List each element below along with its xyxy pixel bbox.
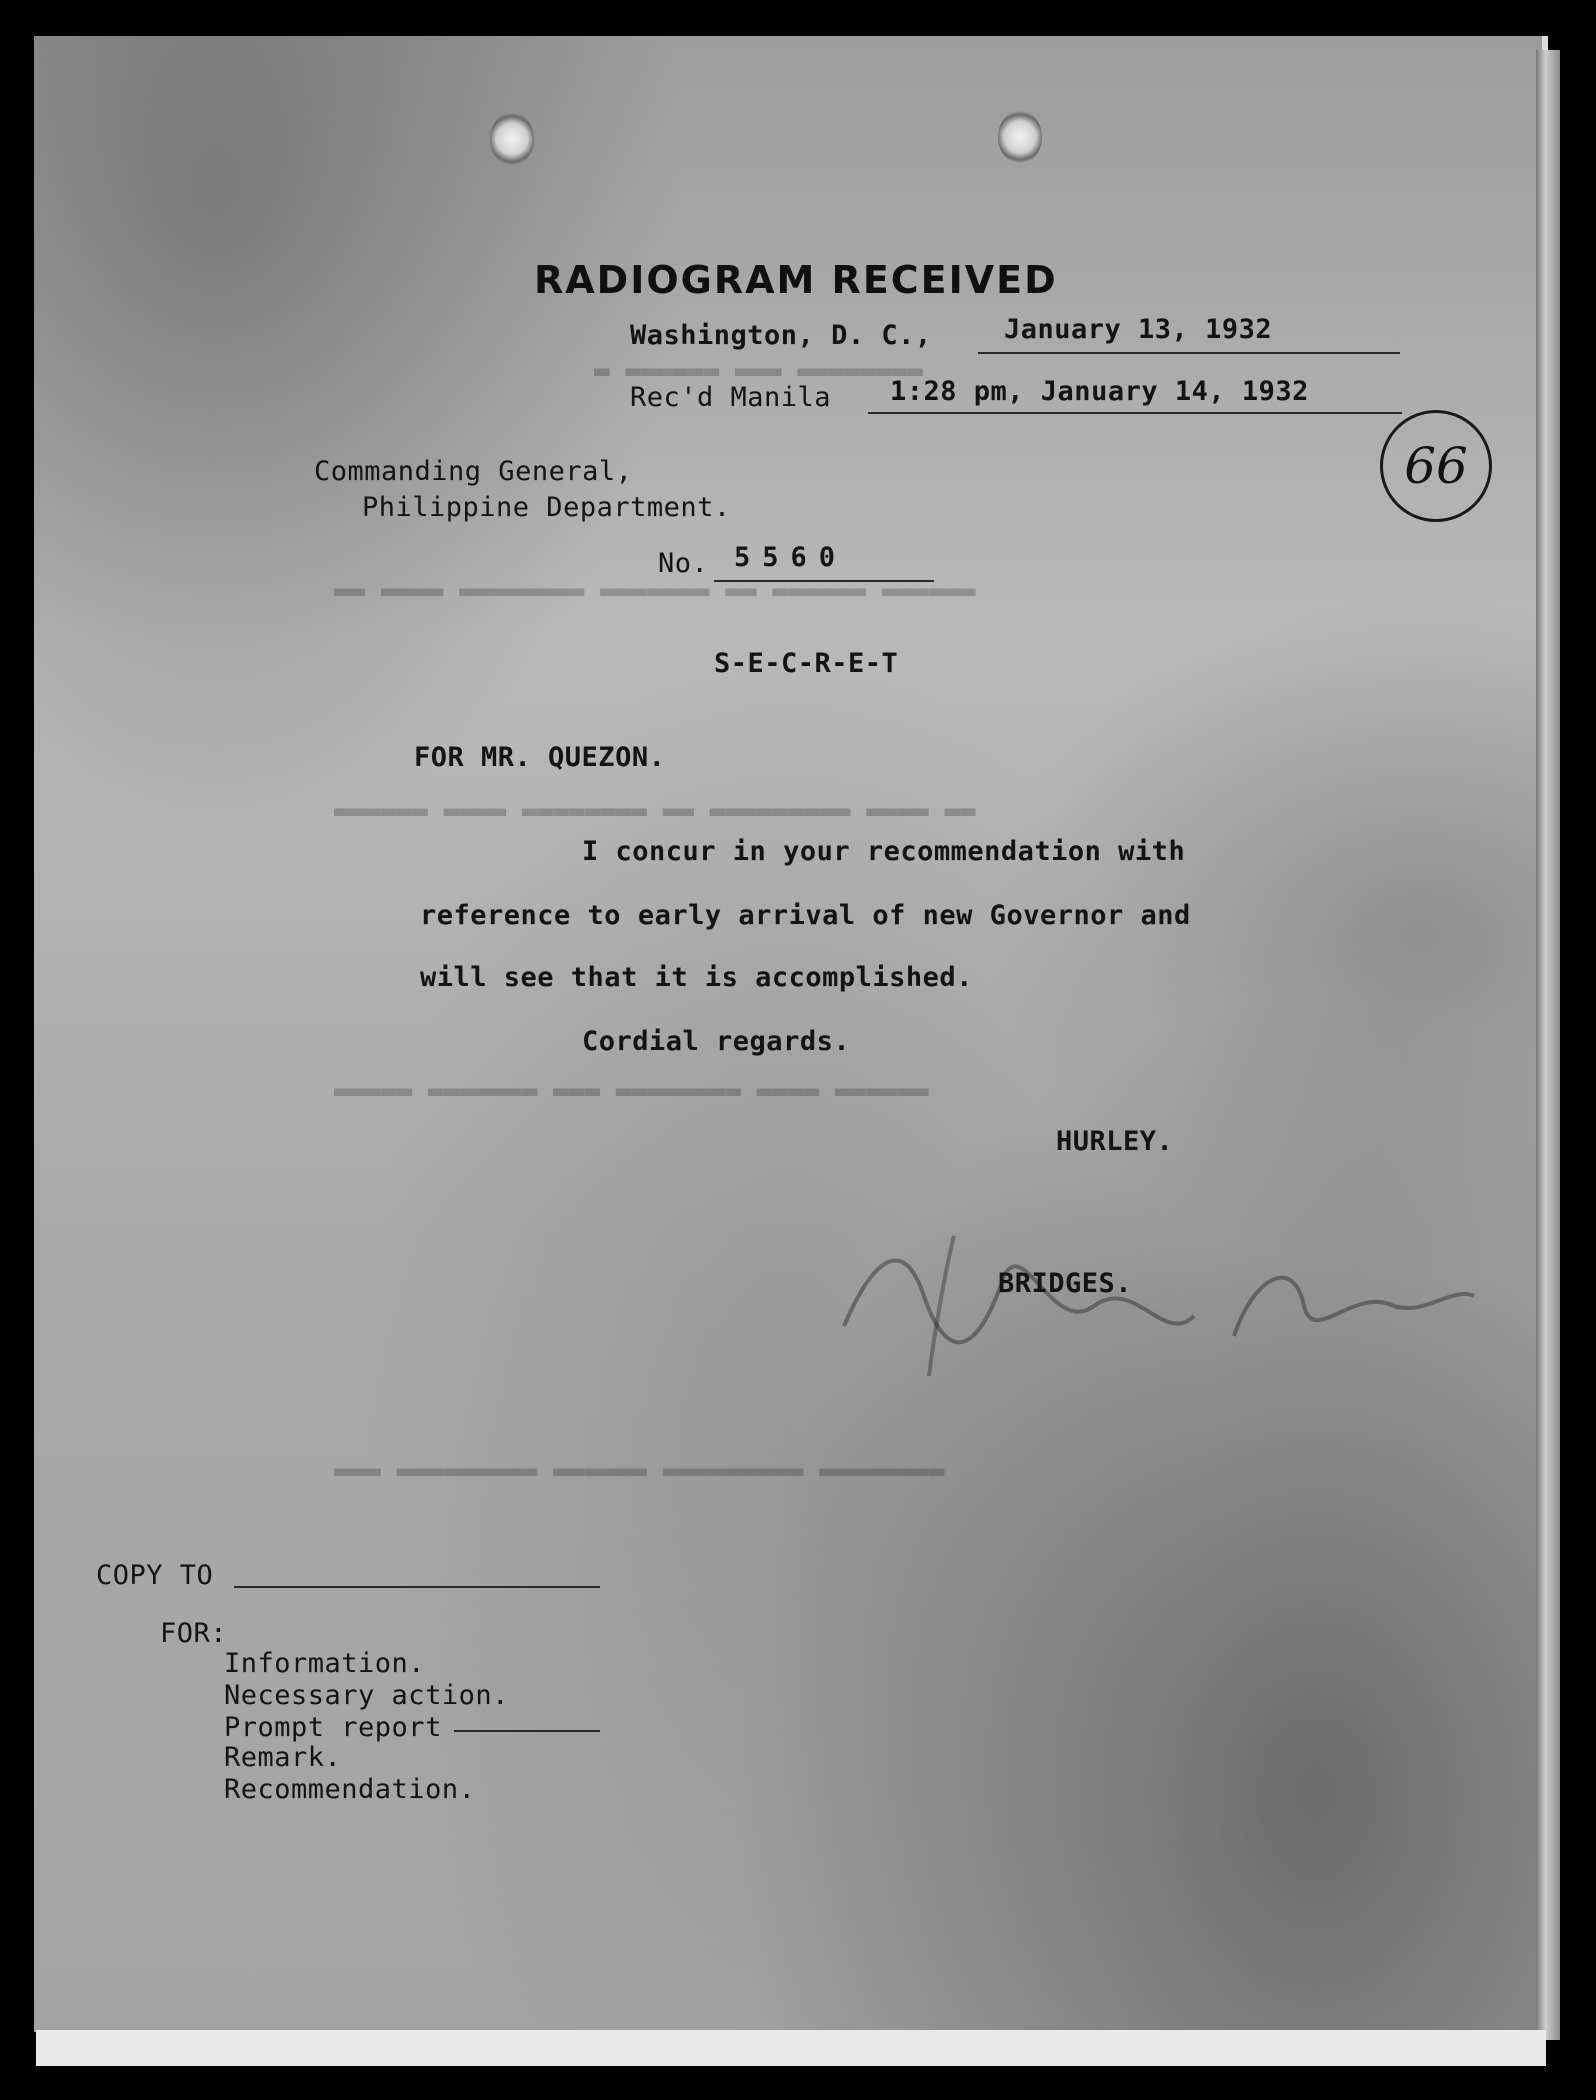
bleed-through-texture: ▬▬▬▬▬▬ ▬▬▬▬ ▬▬▬▬▬▬▬▬ ▬▬ ▬▬▬▬▬▬▬▬▬ ▬▬▬▬ ▬▬ [334,796,976,826]
copy-to-line [234,1586,600,1588]
sent-label: Washington, D. C., [630,320,932,351]
punch-hole-right [998,110,1042,164]
stacked-page-edge [1536,50,1560,2040]
bleed-through-texture: ▬▬▬ ▬▬▬▬▬▬▬▬▬ ▬▬▬▬▬▬ ▬▬▬▬▬▬▬▬▬ ▬▬▬▬▬▬▬▬ [334,1456,945,1486]
classification-mark: S-E-C-R-E-T [714,648,899,679]
message-recipient: FOR MR. QUEZON. [414,742,666,773]
document-page [34,36,1548,2032]
sent-date-line [978,352,1400,354]
distribution-item-recommendation: Recommendation. [224,1774,476,1805]
punch-hole-left [490,112,534,166]
distribution-item-prompt-report: Prompt report [224,1712,442,1743]
distribution-item-information: Information. [224,1648,426,1679]
body-line-2: reference to early arrival of new Governor and [420,900,1191,931]
sent-date: January 13, 1932 [1004,314,1273,345]
body-line-1: I concur in your recommendation with [582,836,1186,867]
distribution-item-remark: Remark. [224,1742,342,1773]
received-value: 1:28 pm, January 14, 1932 [890,376,1309,407]
page-number: 66 [1404,437,1468,495]
addressee-line2: Philippine Department. [362,492,731,523]
message-number-line [714,580,934,582]
distribution-item-necessary-action: Necessary action. [224,1680,509,1711]
prompt-report-line [454,1730,600,1732]
scan-margin [36,2030,1546,2066]
addressee-line1: Commanding General, [314,456,633,487]
signature-hurley: HURLEY. [1056,1126,1174,1157]
page-number-circle [1380,410,1492,522]
bleed-through-texture: ▬▬ ▬▬▬▬ ▬▬▬▬▬▬▬▬ ▬▬▬▬▬▬▬ ▬▬ ▬▬▬▬▬▬ ▬▬▬▬▬▬ [334,576,976,606]
closing: Cordial regards. [582,1026,851,1057]
message-number: 5560 [734,542,848,573]
for-label: FOR: [160,1618,228,1649]
bleed-through-texture: ▬ ▬▬▬▬▬▬ ▬▬▬ ▬▬▬▬▬▬▬▬ [594,356,923,386]
handwritten-signature [834,1216,1494,1386]
body-line-3: will see that it is accomplished. [420,962,973,993]
copy-to-label: COPY TO [96,1560,214,1591]
signature-bridges: BRIDGES. [998,1268,1133,1299]
bleed-through-texture: ▬▬▬▬▬ ▬▬▬▬▬▬▬ ▬▬▬ ▬▬▬▬▬▬▬▬ ▬▬▬▬ ▬▬▬▬▬▬ [334,1076,929,1106]
received-line [868,412,1402,414]
received-label: Rec'd Manila [630,382,832,413]
message-number-label: No. [658,548,709,579]
document-title: RADIOGRAM RECEIVED [534,258,1058,302]
